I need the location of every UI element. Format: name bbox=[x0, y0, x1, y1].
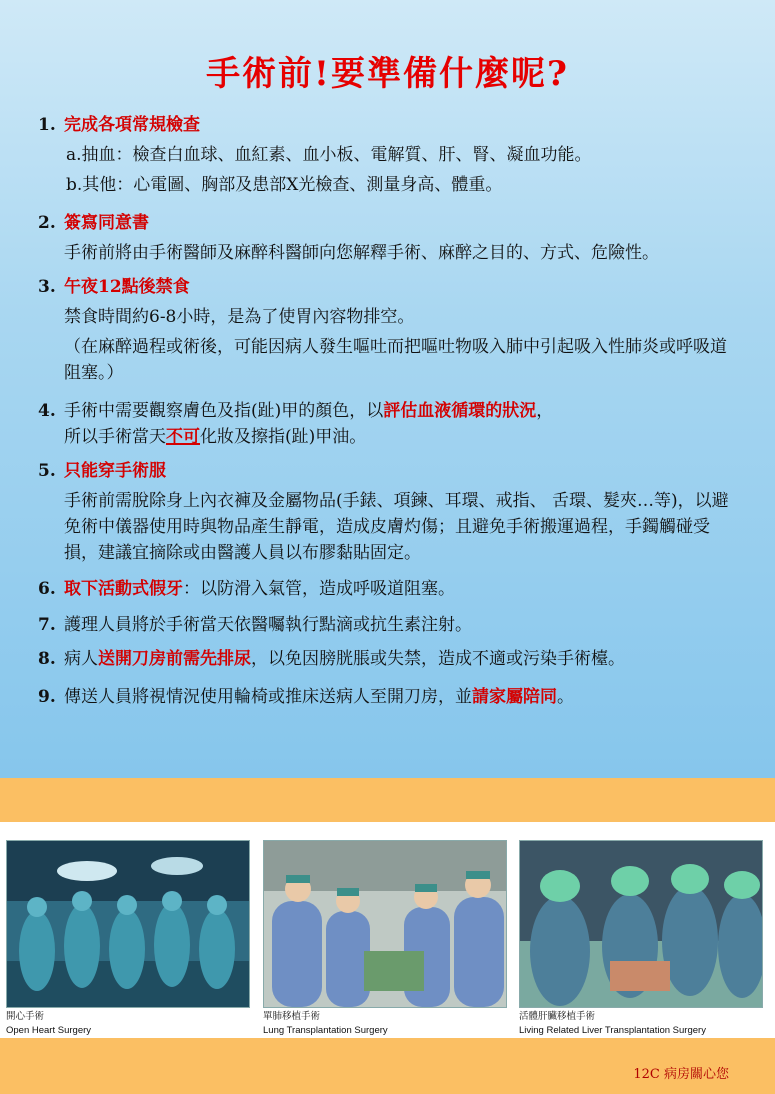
item-text: 手術前需脫除身上內衣褲及金屬物品(手錶、項鍊、耳環、戒指、 舌環、髮夾…等)，以避免術中儀器使用時與物品產生靜電，造成皮膚灼傷；且避免手術搬運過程，手鐲觸碰受損，建議宜摘除或由醫護人員以布膠黏貼固定。 bbox=[64, 491, 729, 563]
list-item bbox=[38, 612, 738, 638]
text-run: 。 bbox=[557, 687, 574, 707]
photo-strip bbox=[0, 822, 775, 1042]
text-run: 病人 bbox=[64, 649, 98, 669]
item-number: 5. bbox=[38, 461, 56, 481]
photo-open-heart bbox=[6, 840, 250, 1036]
checklist bbox=[38, 104, 738, 710]
photo-caption-en: Open Heart Surgery bbox=[6, 1025, 92, 1036]
item-number: 8. bbox=[38, 649, 56, 669]
footer-text: 12C 病房關心您 bbox=[633, 1067, 729, 1082]
surgery-photo-image bbox=[263, 840, 507, 1008]
highlight-text: 請家屬陪同 bbox=[472, 687, 557, 707]
item-number: 6. bbox=[38, 579, 56, 599]
list-item bbox=[38, 112, 738, 198]
page-title: 手術前!要準備什麼呢? bbox=[206, 54, 569, 94]
list-item bbox=[38, 398, 738, 450]
item-heading: 午夜12點後禁食 bbox=[64, 277, 190, 297]
item-heading: 只能穿手術服 bbox=[64, 461, 166, 481]
item-heading: 完成各項常規檢查 bbox=[64, 115, 200, 135]
list-item bbox=[38, 576, 738, 602]
highlight-text: 送開刀房前需先排尿 bbox=[98, 649, 251, 669]
item-number: 9. bbox=[38, 687, 56, 707]
surgery-photo-image bbox=[519, 840, 763, 1008]
list-item bbox=[38, 646, 738, 672]
underlined-text: 不可 bbox=[166, 427, 200, 447]
item-number: 7. bbox=[38, 615, 56, 635]
photo-caption-en: Lung Transplantation Surgery bbox=[263, 1025, 388, 1036]
text-run: ：以防滑入氣管，造成呼吸道阻塞。 bbox=[183, 579, 455, 599]
photo-caption-en: Living Related Liver Transplantation Surgery bbox=[519, 1025, 706, 1036]
text-run: 傳送人員將視情況使用輪椅或推床送病人至開刀房，並 bbox=[64, 687, 472, 707]
photo-caption-zh: 活體肝臟移植手術 bbox=[519, 1011, 596, 1022]
list-item bbox=[38, 684, 738, 710]
item-text: 護理人員將於手術當天依醫囑執行點滴或抗生素注射。 bbox=[64, 615, 472, 635]
text-run: 所以手術當天 bbox=[64, 427, 166, 447]
item-number: 1. bbox=[38, 115, 56, 135]
item-number: 2. bbox=[38, 213, 56, 233]
orange-band-top bbox=[0, 778, 775, 822]
item-number: 4. bbox=[38, 401, 56, 421]
photo-liver-transplant bbox=[519, 840, 763, 1036]
item-text bbox=[64, 398, 738, 450]
item-text: a.抽血：檢查白血球、血紅素、血小板、電解質、肝、腎、凝血功能。 bbox=[66, 145, 592, 165]
highlight-text: 評估血液循環的狀況 bbox=[383, 401, 537, 421]
surgery-photo-image bbox=[6, 840, 250, 1008]
list-item bbox=[38, 210, 738, 266]
photo-lung-transplant bbox=[263, 840, 507, 1036]
photo-caption-zh: 開心手術 bbox=[6, 1011, 45, 1022]
item-text: 手術前將由手術醫師及麻醉科醫師向您解釋手術、麻醉之目的、方式、危險性。 bbox=[64, 243, 659, 263]
text-run: ，以免因膀胱脹或失禁，造成不適或污染手術檯。 bbox=[251, 649, 625, 669]
photo-caption-zh: 單肺移植手術 bbox=[263, 1011, 321, 1022]
text-run: 手術中需要觀察膚色及指(趾)甲的顏色，以 bbox=[64, 401, 384, 421]
item-number: 3. bbox=[38, 277, 56, 297]
text-run: ， bbox=[536, 401, 554, 421]
list-item bbox=[38, 458, 738, 566]
item-text: （在麻醉過程或術後，可能因病人發生嘔吐而把嘔吐物吸入肺中引起吸入性肺炎或呼吸道阻塞。） bbox=[64, 337, 727, 383]
item-text: 禁食時間約6-8小時，是為了使胃內容物排空。 bbox=[64, 307, 415, 327]
orange-band-bottom bbox=[0, 1038, 775, 1094]
highlight-text: 取下活動式假牙 bbox=[64, 579, 183, 599]
item-text: b.其他：心電圖、胸部及患部X光檢查、測量身高、體重。 bbox=[66, 175, 503, 195]
item-heading: 簽寫同意書 bbox=[64, 213, 149, 233]
text-run: 化妝及擦指(趾)甲油。 bbox=[200, 427, 367, 447]
list-item bbox=[38, 274, 738, 386]
